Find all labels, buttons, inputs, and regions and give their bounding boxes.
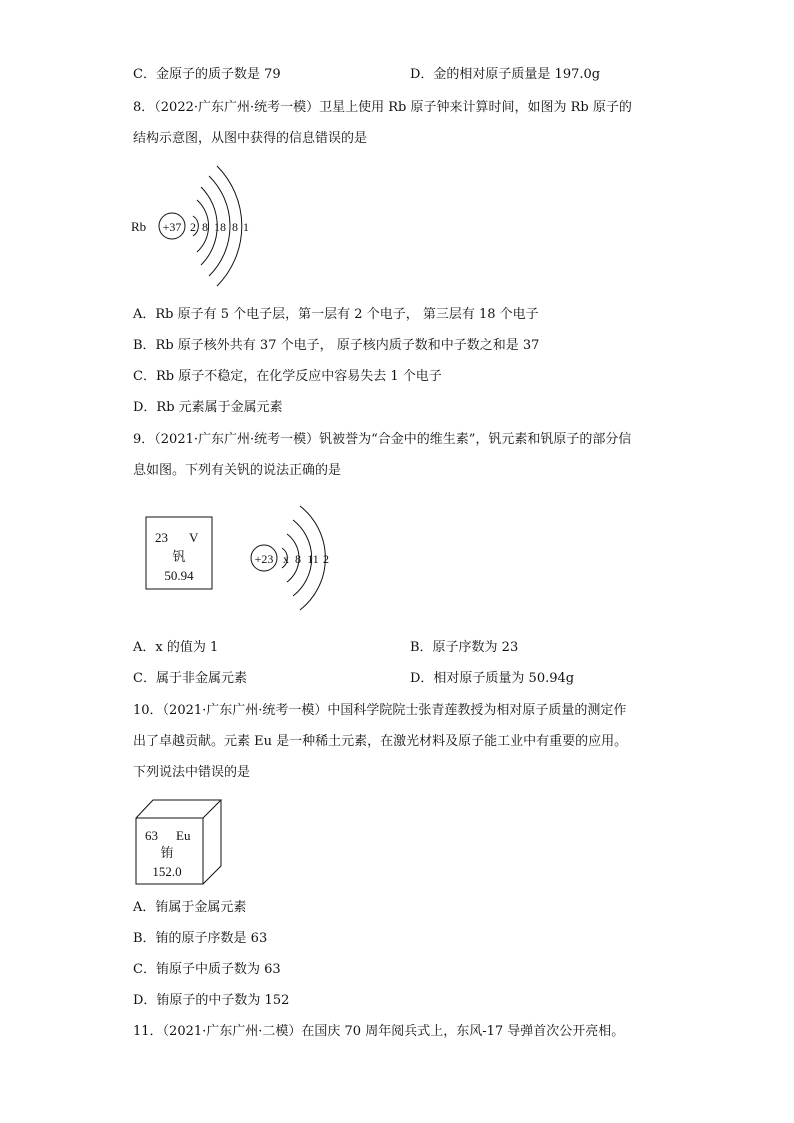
q8-stem-line1: 8．（2022·广东广州·统考一模）卫星上使用 Rb 原子钟来计算时间，如图为 Rb 原子的: [133, 100, 632, 115]
rb-nucleus-charge: +37: [162, 220, 182, 234]
q10-option-b: B．铕的原子序数是 63: [133, 931, 268, 946]
q10-stem-line2: 出了卓越贡献。元素 Eu 是一种稀土元素，在激光材料及原子能工业中有重要的应用。: [133, 734, 628, 749]
q9-option-d: D．相对原子质量为 50.94g: [410, 671, 575, 686]
q9-option-b: B．原子序数为 23: [410, 640, 519, 655]
q8-option-c: C．Rb 原子不稳定，在化学反应中容易失去 1 个电子: [133, 369, 442, 384]
rb-shell-electrons-4: 8: [232, 220, 238, 234]
vanadium-symbol: V: [189, 530, 199, 545]
q8-option-d: D．Rb 元素属于金属元素: [133, 400, 283, 415]
vanadium-shell-electrons-3: 11: [307, 552, 319, 566]
europium-cube-side-face: [203, 800, 221, 884]
vanadium-shell-electrons-4: 2: [323, 552, 329, 566]
q10-stem-line1: 10．（2021·广东广州·统考一模）中国科学院院士张青莲教授为相对原子质量的测定作: [133, 703, 627, 718]
q10-option-a: A．铕属于金属元素: [133, 900, 247, 915]
vanadium-element-card: [145, 516, 215, 592]
vanadium-shell-electrons-1: x: [283, 552, 289, 566]
q9-option-c: C．属于非金属元素: [133, 671, 247, 686]
rb-shell-electrons-2: 8: [202, 220, 208, 234]
q9-stem-line1: 9．（2021·广东广州·统考一模）钒被誉为“合金中的维生素”，钒元素和钒原子的部分信: [133, 432, 632, 447]
vanadium-atomic-number: 23: [155, 530, 168, 545]
europium-atomic-mass: 152.0: [152, 864, 182, 879]
europium-name: 铕: [160, 845, 174, 860]
q11-stem-line1: 11．（2021·广东广州·二模）在国庆 70 周年阅兵式上，东风-17 导弹首次公开亮相。: [133, 1024, 625, 1039]
europium-element-cube: [133, 796, 225, 888]
europium-cube-top-face: [136, 800, 221, 818]
q10-option-c: C．铕原子中质子数为 63: [133, 962, 281, 977]
q8-option-b: B．Rb 原子核外共有 37 个电子， 原子核内质子数和中子数之和是 37: [133, 338, 540, 353]
vanadium-nucleus-charge: +23: [254, 552, 274, 566]
q10-stem-line3: 下列说法中错误的是: [133, 765, 251, 780]
q9-option-a: A．x 的值为 1: [133, 640, 219, 655]
rb-shell-electrons-1: 2: [190, 220, 196, 234]
europium-atomic-number: 63: [145, 828, 158, 843]
q8-stem-line2: 结构示意图，从图中获得的信息错误的是: [133, 131, 368, 146]
q9-stem-line2: 息如图。下列有关钒的说法正确的是: [133, 463, 342, 478]
q8-option-a: A．Rb 原子有 5 个电子层，第一层有 2 个电子， 第三层有 18 个电子: [133, 307, 539, 322]
q7-option-d: D．金的相对原子质量是 197.0g: [410, 67, 601, 82]
vanadium-atomic-mass: 50.94: [164, 568, 194, 583]
q10-option-d: D．铕原子的中子数为 152: [133, 993, 290, 1008]
rb-shell-electrons-5: 1: [243, 220, 249, 234]
rb-element-symbol: Rb: [131, 219, 147, 234]
vanadium-atom-structure-diagram: [240, 498, 340, 618]
europium-symbol: Eu: [176, 828, 191, 843]
rb-shell-electrons-3: 18: [214, 220, 226, 234]
rb-atom-structure-diagram: [125, 160, 265, 290]
vanadium-name: 钒: [172, 549, 186, 564]
q7-option-c: C．金原子的质子数是 79: [133, 67, 281, 82]
vanadium-shell-electrons-2: 8: [295, 552, 301, 566]
